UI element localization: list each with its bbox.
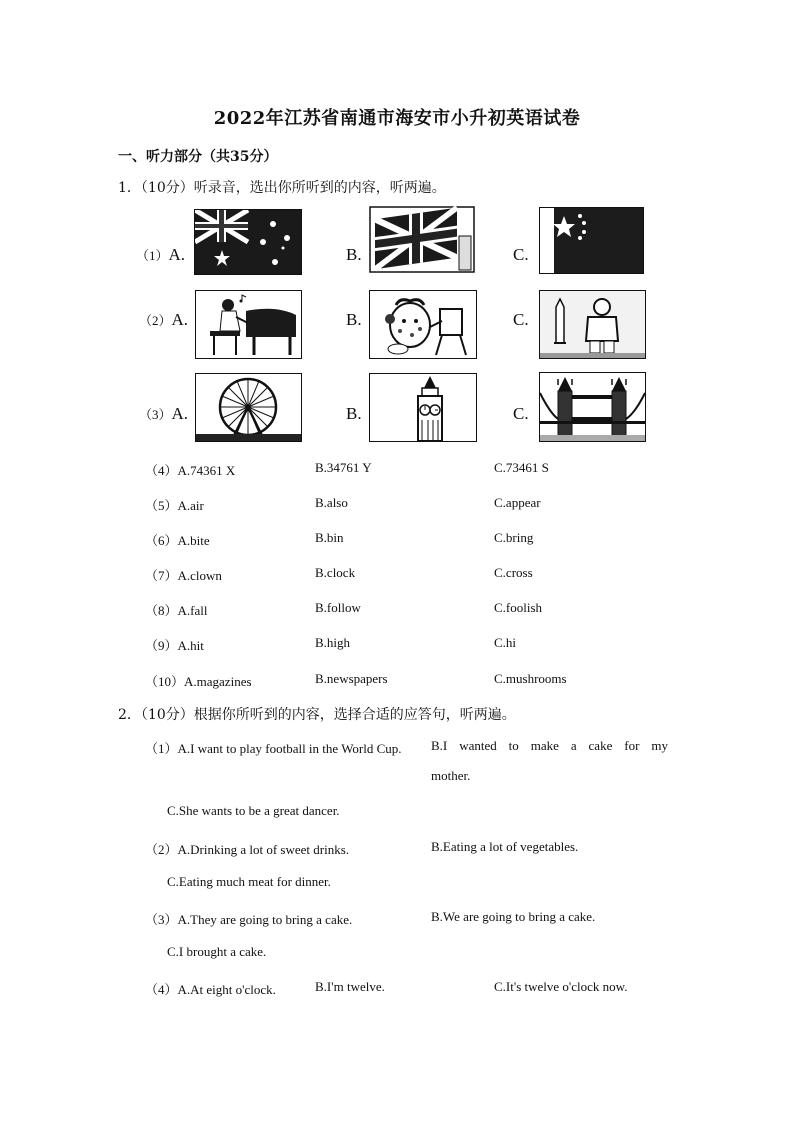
- picture-row-1: （1）A.: [136, 245, 186, 264]
- picture-row-1-c-label: C.: [513, 245, 529, 264]
- picture-row-1-b-label: B.: [346, 245, 362, 264]
- option-c: C.mushrooms: [494, 671, 567, 686]
- big-ben-icon[interactable]: [369, 373, 477, 442]
- option-b: B.also: [315, 495, 348, 510]
- picture-row-3-c-label: C.: [513, 404, 529, 423]
- question-1-stem: 1．（10分）听录音，选出你所听到的内容，听两遍。: [118, 180, 446, 196]
- astronaut-rocket-icon[interactable]: [539, 290, 646, 359]
- option-row: （10）A.magazines: [145, 674, 252, 689]
- picture-row-3: （3）A.: [139, 404, 189, 423]
- response-option-a: （4）A.At eight o'clock.: [145, 982, 276, 997]
- option-c: C.73461 S: [494, 460, 549, 475]
- option-row: （9）A.hit: [145, 638, 204, 653]
- response-option-b-continued: mother.: [431, 768, 471, 783]
- section-heading: 一、听力部分（共35分）: [118, 149, 278, 165]
- picture-row-3-b-label: B.: [346, 404, 362, 423]
- australia-flag-icon[interactable]: [194, 209, 302, 275]
- response-option-b: B.I wanted to make a cake for my: [431, 738, 668, 753]
- page-title: 2022年江苏省南通市海安市小升初英语试卷: [213, 108, 581, 129]
- question-2-stem: 2．（10分）根据你所听到的内容，选择合适的应答句，听两遍。: [118, 707, 516, 723]
- option-b: B.newspapers: [315, 671, 388, 686]
- london-eye-icon[interactable]: [195, 373, 302, 442]
- option-row: （6）A.bite: [145, 533, 210, 548]
- response-option-b: B.Eating a lot of vegetables.: [431, 839, 579, 854]
- piano-player-icon[interactable]: [195, 290, 302, 359]
- china-flag-icon[interactable]: [539, 207, 644, 274]
- option-c: C.cross: [494, 565, 533, 580]
- option-row: （8）A.fall: [145, 603, 208, 618]
- option-row: （5）A.air: [145, 498, 204, 513]
- response-option-c: C.I brought a cake.: [167, 944, 267, 959]
- option-c: C.foolish: [494, 600, 543, 615]
- picture-row-2: （2）A.: [139, 310, 189, 329]
- uk-flag-icon[interactable]: [369, 206, 475, 273]
- picture-row-2-c-label: C.: [513, 310, 529, 329]
- option-b: B.clock: [315, 565, 356, 580]
- option-b: B.follow: [315, 600, 361, 615]
- option-row: （4）A.74361 X: [145, 463, 236, 478]
- option-b: B.high: [315, 635, 351, 650]
- response-option-c: C.It's twelve o'clock now.: [494, 979, 628, 994]
- response-option-b: B.We are going to bring a cake.: [431, 909, 596, 924]
- response-option-a: （3）A.They are going to bring a cake.: [145, 912, 353, 927]
- option-c: C.hi: [494, 635, 517, 650]
- option-c: C.appear: [494, 495, 541, 510]
- response-option-b: B.I'm twelve.: [315, 979, 385, 994]
- painter-icon[interactable]: [369, 290, 477, 359]
- option-b: B.bin: [315, 530, 344, 545]
- tower-bridge-icon[interactable]: [539, 372, 646, 442]
- picture-row-2-b-label: B.: [346, 310, 362, 329]
- option-b: B.34761 Y: [315, 460, 372, 475]
- response-option-a: （1）A.I want to play football in the World Cup.: [145, 741, 402, 756]
- response-option-a: （2）A.Drinking a lot of sweet drinks.: [145, 842, 350, 857]
- response-option-c: C.Eating much meat for dinner.: [167, 874, 331, 889]
- option-c: C.bring: [494, 530, 534, 545]
- option-row: （7）A.clown: [145, 568, 222, 583]
- response-option-c: C.She wants to be a great dancer.: [167, 803, 340, 818]
